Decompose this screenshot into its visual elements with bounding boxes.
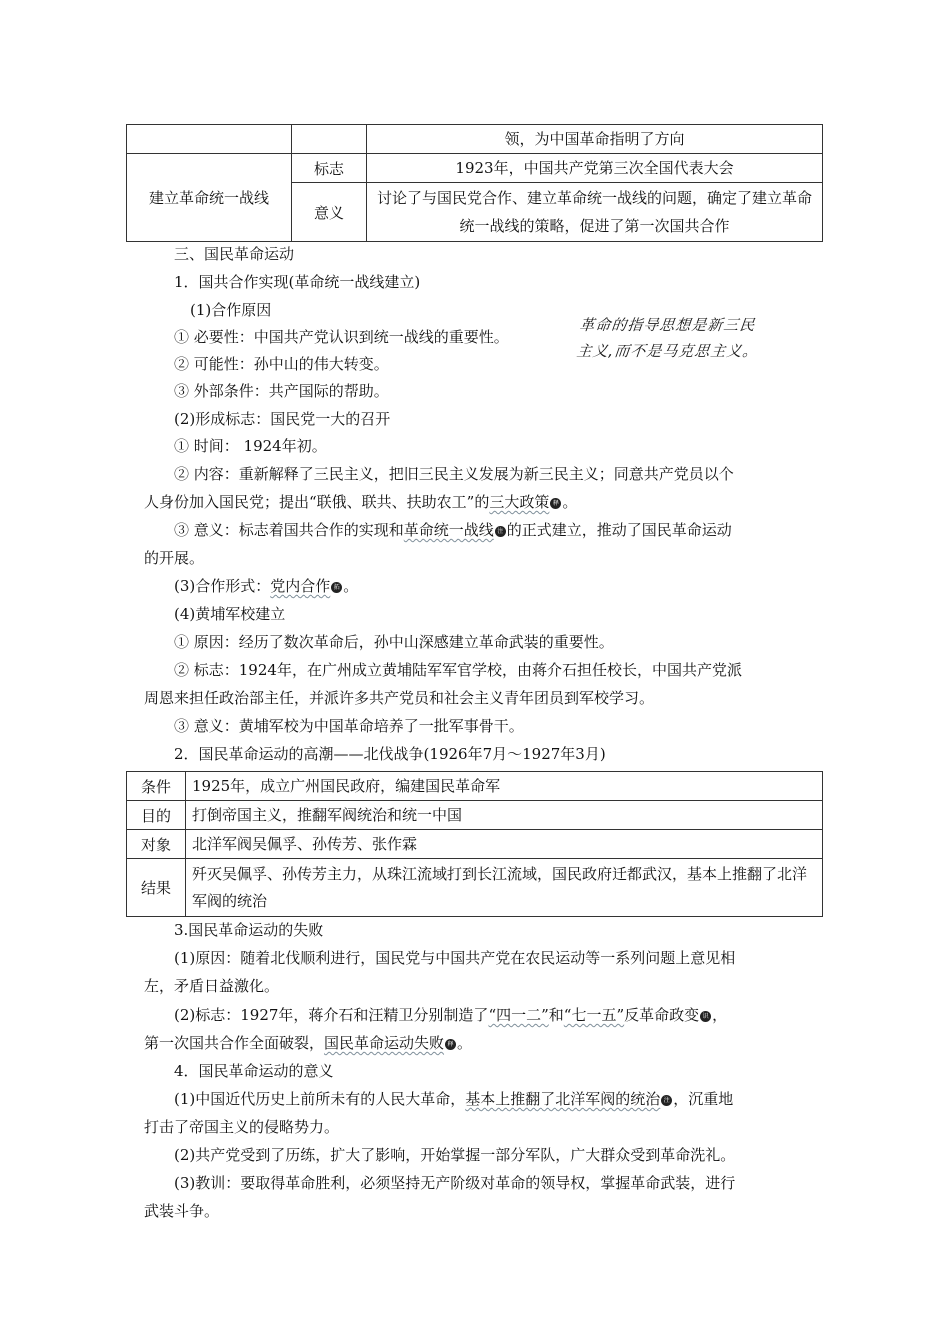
paragraph: (3)教训：要取得革命胜利，必须坚持无产阶级对革命的领导权，掌握革命武装，进行 xyxy=(174,1174,736,1192)
paragraph: (1)原因：随着北伐顺利进行，国民党与中国共产党在农民运动等一系列问题上意见相 xyxy=(174,949,736,967)
united-front-table xyxy=(126,124,823,242)
note-marker-icon: 识 xyxy=(700,1011,711,1022)
row-label-cell: 条件 xyxy=(127,772,186,801)
underlined-term: 三大政策 xyxy=(489,493,550,511)
table-cell: 领，为中国革命指明了方向 xyxy=(367,125,823,154)
row-label-cell: 标志 xyxy=(292,154,367,183)
paragraph: 打击了帝国主义的侵略势力。 xyxy=(144,1118,340,1136)
note-marker-icon: 拓 xyxy=(331,582,342,593)
handwritten-line: 革命的指导思想是新三民 xyxy=(578,316,757,334)
note-marker-icon: 释 xyxy=(445,1039,456,1050)
table-row xyxy=(127,125,823,154)
table-row xyxy=(127,859,823,917)
text-run: 的正式建立，推动了国民革命运动 xyxy=(506,521,732,539)
table-row xyxy=(127,154,823,183)
paragraph xyxy=(144,1031,824,1055)
table-row xyxy=(127,830,823,859)
subheading: 3.国民革命运动的失败 xyxy=(174,921,324,939)
underlined-term: 国民革命运动失败 xyxy=(324,1034,445,1052)
table-row xyxy=(127,801,823,830)
subheading: 2．国民革命运动的高潮——北伐战争(1926年7月～1927年3月) xyxy=(174,745,606,763)
note-marker-icon: 注 xyxy=(495,526,506,537)
underlined-term: 党内合作 xyxy=(270,577,331,595)
row-label-cell: 目的 xyxy=(127,801,186,830)
paragraph: ① 原因：经历了数次革命后，孙中山深感建立革命武装的重要性。 xyxy=(174,633,614,651)
subheading: 4．国民革命运动的意义 xyxy=(174,1062,334,1080)
paragraph: 武装斗争。 xyxy=(144,1202,220,1220)
text-run: 反革命政变 xyxy=(624,1006,700,1024)
row-label-cell: 结果 xyxy=(127,859,186,917)
northern-expedition-table xyxy=(126,771,823,917)
handwritten-note xyxy=(575,312,790,364)
text-run: 和 xyxy=(548,1006,564,1024)
text-run: (3)合作形式： xyxy=(174,577,271,595)
paragraph: ② 内容：重新解释了三民主义，把旧三民主义发展为新三民主义；同意共产党员以个 xyxy=(174,465,734,483)
row-label-cell: 对象 xyxy=(127,830,186,859)
paragraph xyxy=(174,1003,854,1027)
text-run: 第一次国共合作全面破裂， xyxy=(144,1034,325,1052)
paragraph: (2)共产党受到了历练，扩大了影响，开始掌握一部分军队，广大群众受到革命洗礼。 xyxy=(174,1146,736,1164)
text-run: (2)标志：1927年，蒋介石和汪精卫分别制造了 xyxy=(174,1006,489,1024)
text-run: 。 xyxy=(457,1034,473,1052)
row-label-cell: 意义 xyxy=(292,183,367,242)
text-run: 。 xyxy=(343,577,359,595)
note-marker-icon: 注 xyxy=(661,1095,672,1106)
row-value-cell: 讨论了与国民党合作、建立革命统一战线的问题，确定了建立革命统一战线的策略，促进了第一次国共合作 xyxy=(367,183,823,242)
paragraph: ① 必要性：中国共产党认识到统一战线的重要性。 xyxy=(174,328,509,346)
text-run: ， xyxy=(712,1006,728,1024)
underlined-term: “七一五” xyxy=(563,1006,625,1024)
row-value-cell: 歼灭吴佩孚、孙传芳主力，从珠江流域打到长江流域，国民政府迁都武汉，基本上推翻了北洋军阀的统治 xyxy=(186,859,823,917)
handwritten-line: 主义,而不是马克思主义。 xyxy=(575,342,760,360)
table-row xyxy=(127,772,823,801)
underlined-term: 革命统一战线 xyxy=(403,521,494,539)
underlined-term: “四一二” xyxy=(488,1006,549,1024)
paragraph: ① 时间： 1924年初。 xyxy=(174,437,327,455)
row-value-cell: 1925年，成立广州国民政府，编建国民革命军 xyxy=(186,772,823,801)
text-run: ③ 意义：标志着国共合作的实现和 xyxy=(174,521,404,539)
text-run: ，沉重地 xyxy=(673,1090,734,1108)
note-marker-icon: 释 xyxy=(550,498,561,509)
row-value-cell: 打倒帝国主义，推翻军阀统治和统一中国 xyxy=(186,801,823,830)
text-run: (1)中国近代历史上前所未有的人民大革命， xyxy=(174,1090,466,1108)
paragraph: (1)合作原因 xyxy=(190,301,272,319)
table-cell xyxy=(292,125,367,154)
paragraph xyxy=(174,1087,854,1111)
paragraph: (4)黄埔军校建立 xyxy=(174,605,286,623)
paragraph: ③ 意义：黄埔军校为中国革命培养了一批军事骨干。 xyxy=(174,717,524,735)
subheading: 1．国共合作实现(革命统一战线建立) xyxy=(174,273,421,291)
paragraph xyxy=(144,490,824,514)
text-run: 。 xyxy=(562,493,578,511)
paragraph: 左，矛盾日益激化。 xyxy=(144,977,280,995)
section-heading: 三、国民革命运动 xyxy=(174,245,295,263)
paragraph xyxy=(174,574,854,598)
section-label-cell: 建立革命统一战线 xyxy=(127,154,292,242)
paragraph xyxy=(174,518,854,542)
paragraph: 的开展。 xyxy=(144,549,205,567)
row-value-cell: 北洋军阀吴佩孚、孙传芳、张作霖 xyxy=(186,830,823,859)
paragraph: ② 标志：1924年，在广州成立黄埔陆军军官学校，由蒋介石担任校长，中国共产党派 xyxy=(174,661,742,679)
paragraph: ② 可能性：孙中山的伟大转变。 xyxy=(174,355,389,373)
paragraph: 周恩来担任政治部主任，并派许多共产党员和社会主义青年团员到军校学习。 xyxy=(144,689,655,707)
paragraph: ③ 外部条件：共产国际的帮助。 xyxy=(174,382,389,400)
text-run: 人身份加入国民党；提出“联俄、联共、扶助农工”的 xyxy=(144,493,490,511)
underlined-term: 基本上推翻了北洋军阀的统治 xyxy=(465,1090,661,1108)
table-cell xyxy=(127,125,292,154)
row-value-cell: 1923年，中国共产党第三次全国代表大会 xyxy=(367,154,823,183)
paragraph: (2)形成标志：国民党一大的召开 xyxy=(174,410,391,428)
